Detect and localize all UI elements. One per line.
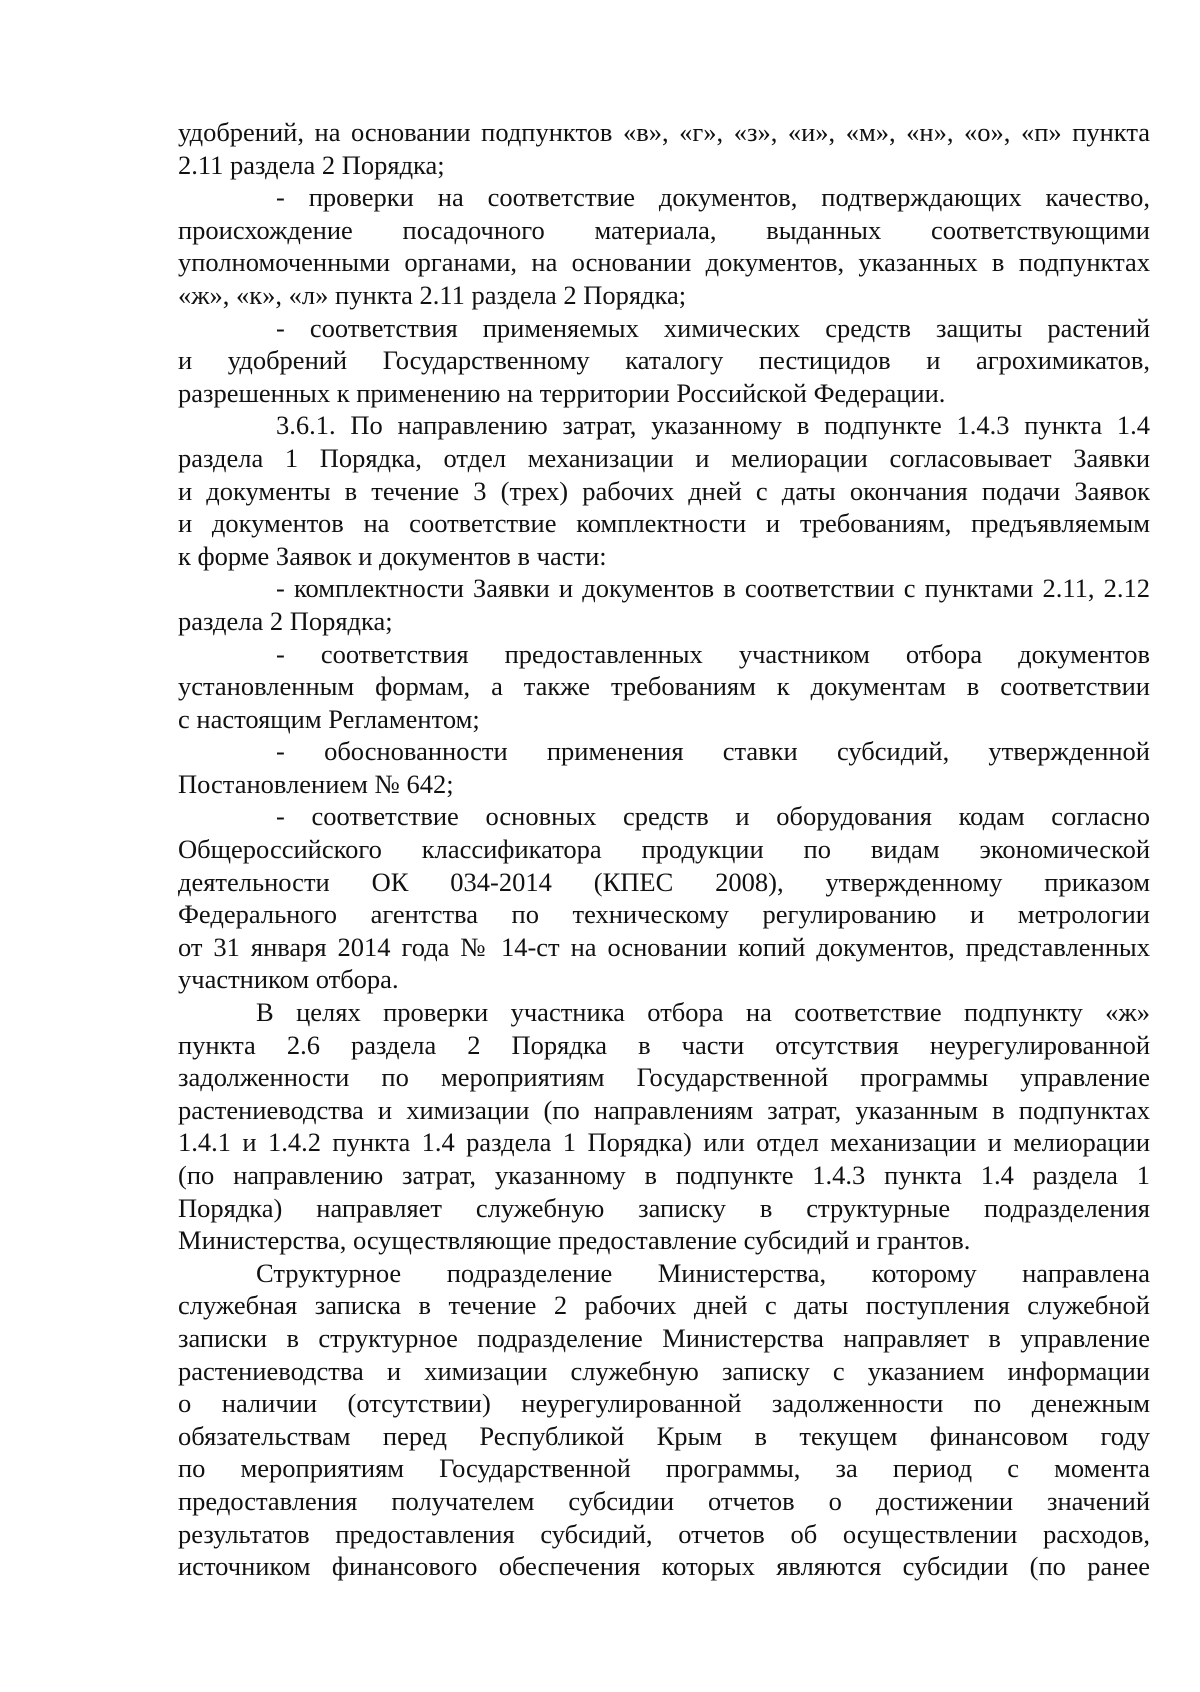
text-line: предоставления получателем субсидии отчетов о достижении значений: [178, 1485, 1150, 1516]
text-line: участником отбора.: [178, 964, 399, 995]
text-line: растениеводства и химизации (по направлениям затрат, указанным в подпунктах: [178, 1094, 1150, 1125]
text-line: «ж», «к», «л» пункта 2.11 раздела 2 Порядка;: [178, 279, 687, 310]
text-line: происхождение посадочного материала, выданных соответствующими: [178, 214, 1150, 245]
text-line: - соответствия применяемых химических средств защиты растений: [276, 312, 1150, 343]
text-line: по мероприятиям Государственной программы, за период с момента: [178, 1453, 1150, 1484]
text-line: задолженности по мероприятиям Государственной программы управление: [178, 1062, 1150, 1093]
text-line: пункта 2.6 раздела 2 Порядка в части отсутствия неурегулированной: [178, 1029, 1150, 1060]
text-line: и документов на соответствие комплектности и требованиям, предъявляемым: [178, 508, 1150, 539]
text-line: разрешенных к применению на территории Российской Федерации.: [178, 377, 946, 408]
text-line: от 31 января 2014 года № 14-ст на основании копий документов, представленных: [178, 931, 1150, 962]
text-line: (по направлению затрат, указанному в подпункте 1.4.3 пункта 1.4 раздела 1: [178, 1160, 1150, 1190]
text-line: - комплектности Заявки и документов в соответствии с пунктами 2.11, 2.12: [276, 573, 1150, 604]
text-line: обязательствам перед Республикой Крым в текущем финансовом году: [178, 1420, 1150, 1451]
text-line: с настоящим Регламентом;: [178, 703, 480, 734]
text-line: 1.4.1 и 1.4.2 пункта 1.4 раздела 1 Порядка) или отдел механизации и мелиорации: [178, 1127, 1150, 1158]
text-line: раздела 2 Порядка;: [178, 605, 393, 636]
text-line: - соответствия предоставленных участником отбора документов: [276, 638, 1150, 669]
text-line: - проверки на соответствие документов, подтверждающих качество,: [276, 182, 1150, 213]
document-text: [178, 116, 1150, 1583]
text-line: к форме Заявок и документов в части:: [178, 540, 607, 571]
text-line: 2.11 раздела 2 Порядка;: [178, 149, 445, 180]
text-line: установленным формам, а также требованиям к документам в соответствии: [178, 671, 1150, 702]
text-line: деятельности ОК 034-2014 (КПЕС 2008), утвержденному приказом: [178, 866, 1150, 897]
text-line: результатов предоставления субсидий, отчетов об осуществлении расходов,: [178, 1518, 1150, 1549]
text-line: Порядка) направляет служебную записку в структурные подразделения: [178, 1192, 1150, 1223]
text-line: Постановлением № 642;: [178, 768, 454, 799]
text-line: о наличии (отсутствии) неурегулированной задолженности по денежным: [178, 1388, 1150, 1419]
text-line: источником финансового обеспечения которых являются субсидии (по ранее: [178, 1551, 1150, 1582]
text-line: удобрений, на основании подпунктов «в», «г», «з», «и», «м», «н», «о», «п» пункта: [178, 117, 1150, 147]
text-line: растениеводства и химизации служебную записку с указанием информации: [178, 1355, 1150, 1386]
text-line: записки в структурное подразделение Министерства направляет в управление: [178, 1322, 1150, 1353]
text-line: Структурное подразделение Министерства, которому направлена: [256, 1257, 1150, 1288]
text-line: Общероссийского классификатора продукции по видам экономической: [178, 834, 1150, 865]
text-line: и удобрений Государственному каталогу пестицидов и агрохимикатов,: [178, 345, 1150, 376]
text-line: уполномоченными органами, на основании документов, указанных в подпунктах: [178, 247, 1150, 278]
text-line: - обоснованности применения ставки субсидий, утвержденной: [276, 736, 1150, 767]
text-line: раздела 1 Порядка, отдел механизации и мелиорации согласовывает Заявки: [178, 442, 1150, 473]
text-line: Министерства, осуществляющие предоставление субсидий и грантов.: [178, 1225, 971, 1256]
text-line: - соответствие основных средств и оборудования кодам согласно: [276, 801, 1150, 832]
text-line: Федерального агентства по техническому регулированию и метрологии: [178, 899, 1150, 930]
text-line: 3.6.1. По направлению затрат, указанному в подпункте 1.4.3 пункта 1.4: [276, 410, 1150, 441]
text-line: В целях проверки участника отбора на соответствие подпункту «ж»: [256, 997, 1150, 1028]
text-line: служебная записка в течение 2 рабочих дней с даты поступления служебной: [178, 1290, 1150, 1321]
text-line: и документы в течение 3 (трех) рабочих дней с даты окончания подачи Заявок: [178, 475, 1150, 506]
